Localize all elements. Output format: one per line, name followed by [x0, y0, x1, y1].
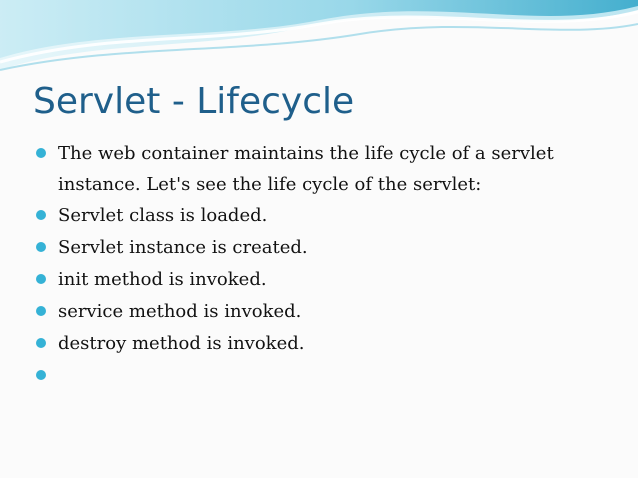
list-item [36, 328, 616, 360]
slide-title: Servlet - Lifecycle [33, 81, 355, 122]
list-item [36, 138, 616, 200]
bullet-text: init method is invoked. [58, 269, 267, 290]
bullet-icon [36, 210, 46, 220]
list-item [36, 232, 616, 264]
bullet-text: The web container maintains the life cycle of a servlet instance. Let's see the life cycle of the servlet: [58, 143, 554, 195]
bullet-icon [36, 242, 46, 252]
list-item [36, 296, 616, 328]
list-item [36, 264, 616, 296]
bullet-list [36, 138, 616, 392]
bullet-icon [36, 370, 46, 380]
bullet-icon [36, 274, 46, 284]
bullet-icon [36, 338, 46, 348]
bullet-text: service method is invoked. [58, 301, 302, 322]
bullet-icon [36, 306, 46, 316]
list-item [36, 200, 616, 232]
header-wave-decoration [0, 0, 638, 80]
bullet-text: Servlet instance is created. [58, 237, 308, 258]
list-item [36, 360, 616, 392]
bullet-icon [36, 148, 46, 158]
bullet-text: Servlet class is loaded. [58, 205, 268, 226]
bullet-text: destroy method is invoked. [58, 333, 305, 354]
